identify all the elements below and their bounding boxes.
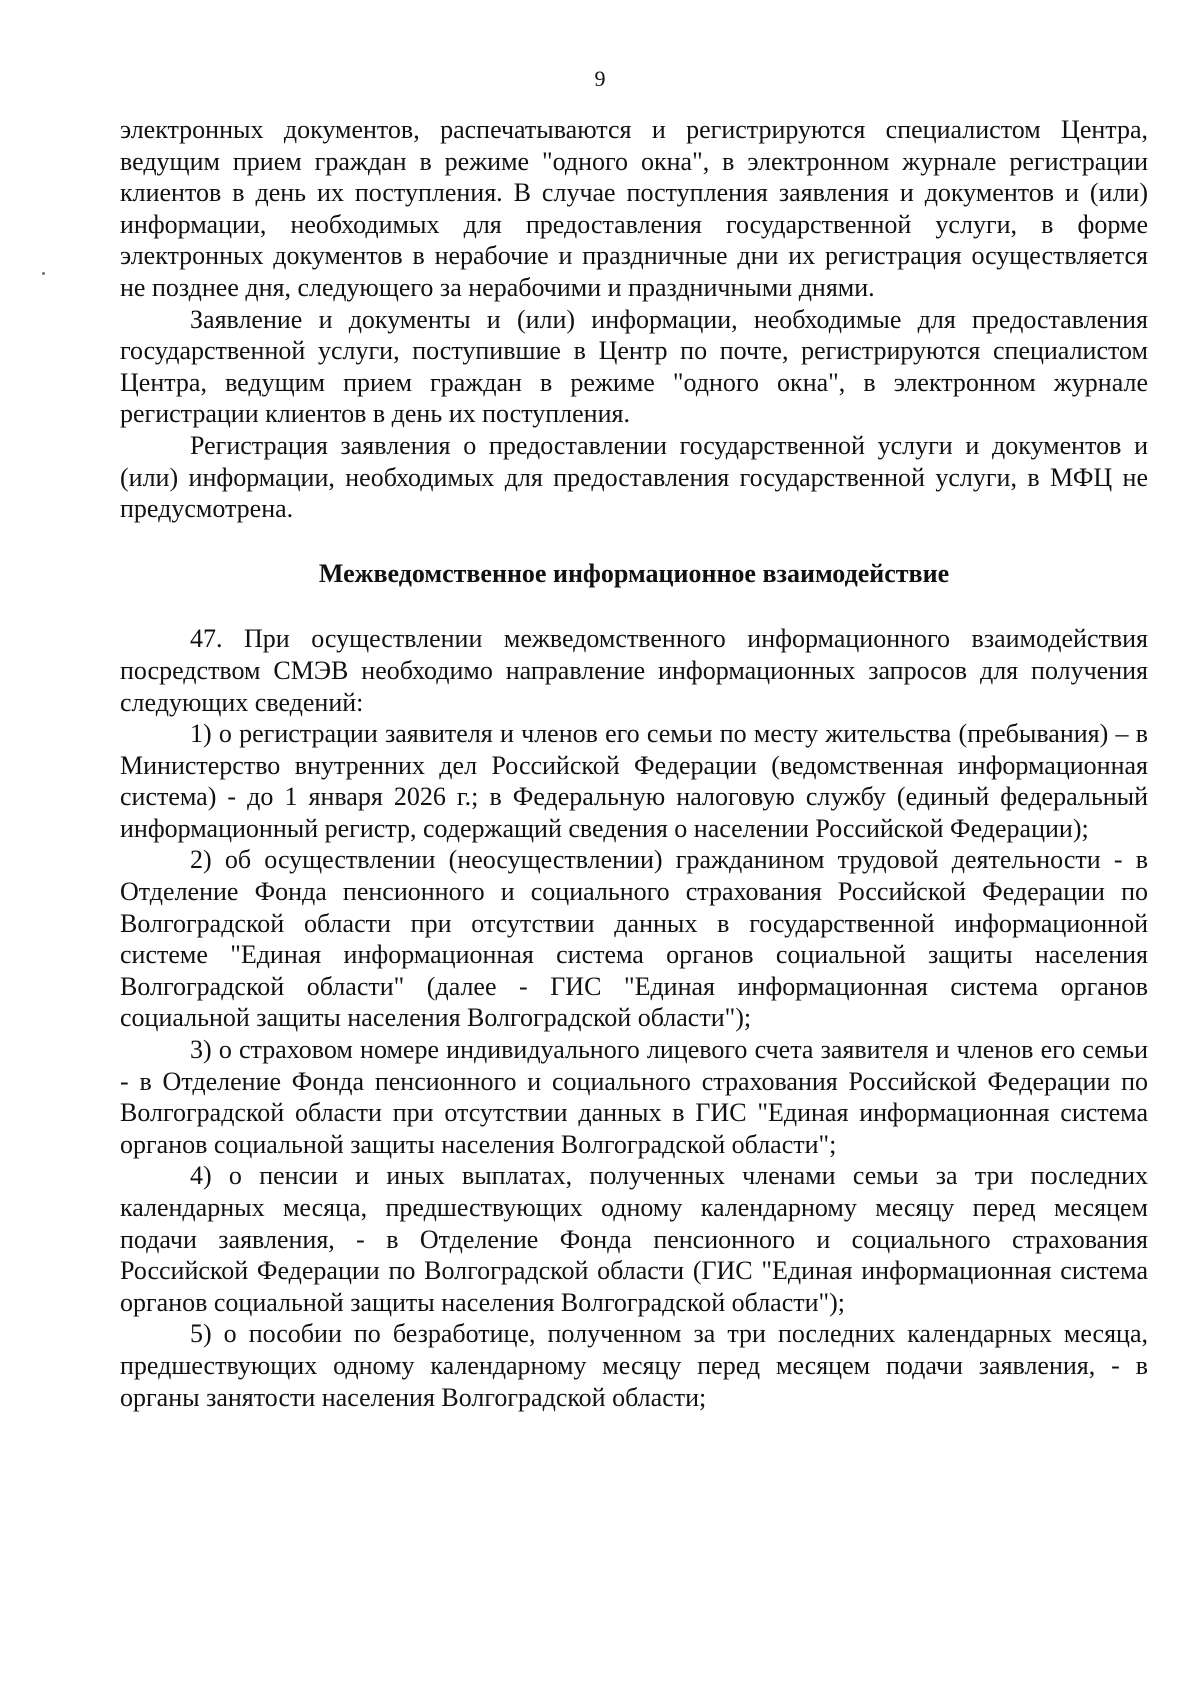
- list-item-4: 4) о пенсии и иных выплатах, полученных членами семьи за три последних календарных месяца, предшествующих одному календарному месяцу перед месяцем подачи заявления, - в Отделение Фонда пенсионного и социального страхования Российской Федерации по Волгоградской области (ГИС "Единая информационная система органов социальной защиты населения Волгоградской области");: [120, 1161, 1148, 1317]
- list-item-3: 3) о страховом номере индивидуального лицевого счета заявителя и членов его семьи - в Отделение Фонда пенсионного и социального страхования Российской Федерации по Волгоградской области при отсутствии данных в ГИС "Единая информационная система органов социальной защиты населения Волгоградской области";: [120, 1035, 1148, 1159]
- document-body: [120, 114, 1148, 1413]
- list-item-1: 1) о регистрации заявителя и членов его семьи по месту жительства (пребывания) – в Министерство внутренних дел Российской Федерации (ведомственная информационная система) - до 1 января 2026 г.; в Федеральную налоговую службу (единый федеральный информационный регистр, содержащий сведения о населении Российской Федерации);: [120, 719, 1148, 843]
- page-number: 9: [594, 66, 606, 91]
- paragraph-item-47: 47. При осуществлении межведомственного информационного взаимодействия посредством СМЭВ необходимо направление информационных запросов для получения следующих сведений:: [120, 624, 1148, 717]
- paragraph-mfc-registration: Регистрация заявления о предоставлении государственной услуги и документов и (или) информации, необходимых для предоставления государственной услуги, в МФЦ не предусмотрена.: [120, 430, 1148, 524]
- section-heading: Межведомственное информационное взаимодействие: [318, 558, 950, 588]
- list-item-2: 2) об осуществлении (неосуществлении) гражданином трудовой деятельности - в Отделение Фонда пенсионного и социального страхования Российской Федерации по Волгоградской области при отсутствии данных в государственной информационной системе "Единая информационная система органов социальной защиты населения Волгоградской области" (далее - ГИС "Единая информационная система органов социальной защиты населения Волгоградской области");: [120, 845, 1148, 1033]
- scan-speck: [42, 272, 45, 275]
- paragraph-postal-registration: Заявление и документы и (или) информации, необходимые для предоставления государственной услуги, поступившие в Центр по почте, регистрируются специалистом Центра, ведущим прием граждан в режиме "одного окна", в электронном журнале регистрации клиентов в день их поступления.: [120, 304, 1148, 429]
- list-item-5: 5) о пособии по безработице, полученном за три последних календарных месяца, предшествующих одному календарному месяцу перед месяцем подачи заявления, - в органы занятости населения Волгоградской области;: [120, 1319, 1148, 1412]
- paragraph-continuation: электронных документов, распечатываются и регистрируются специалистом Центра, ведущим прием граждан в режиме "одного окна", в электронном журнале регистрации клиентов в день их поступления. В случае поступления заявления и документов и (или) информации, необходимых для предоставления государственной услуги, в форме электронных документов в нерабочие и праздничные дни их регистрация осуществляется не позднее дня, следующего за нерабочими и праздничными днями.: [120, 115, 1148, 302]
